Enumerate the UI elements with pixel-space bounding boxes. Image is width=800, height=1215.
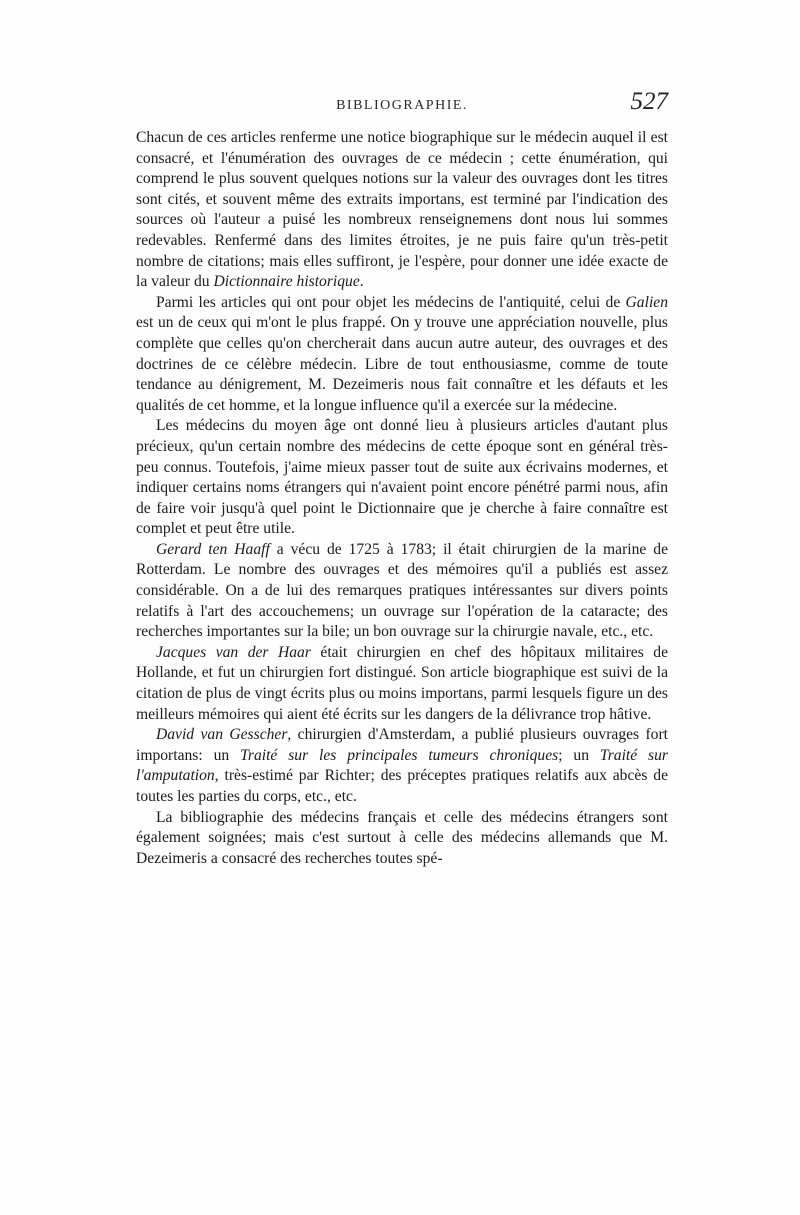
italic-text: Jacques van der Haar bbox=[156, 643, 311, 661]
italic-text: David van Gesscher bbox=[156, 726, 288, 744]
paragraph-text: ; un bbox=[558, 746, 600, 764]
paragraph-text: Chacun de ces articles renferme une notice biographique sur le médecin auquel il est consacré, et l'énumération des ouvrages de ce médecin ; cette énumération, qui comprend le plus souvent quelques notions sur la valeur des ouvrages dont les titres sont cités, et souvent même des extraits importans, est terminé par l'indication des sources où l'auteur a puisé les nombreux renseignemens dont nous lui sommes redevables. Renfermé dans des limites étroites, je ne puis faire qu'un très-petit nombre de citations; mais elles suffiront, je l'espère, pour donner une idée exacte de la valeur du bbox=[136, 129, 668, 291]
paragraph-text: a vécu de 1725 à 1783; il était chirurgien de la marine de Rotterdam. Le nombre des ouvrages et des mémoires qu'il a publiés est assez considérable. On a de lui des remarques pratiques intéressantes sur divers points relatifs à l'art des accouchemens; un ouvrage sur l'opération de la cataracte; des recherches importantes sur la bile; un bon ouvrage sur la chirurgie navale, etc., etc. bbox=[136, 540, 669, 641]
paragraph-text: Parmi les articles qui ont pour objet les médecins de l'antiquité, celui de bbox=[156, 293, 626, 311]
italic-text: Gerard ten Haaff bbox=[156, 540, 270, 558]
paragraph bbox=[136, 725, 668, 807]
italic-text: Traité sur les principales tumeurs chroniques bbox=[240, 746, 559, 764]
paragraph bbox=[136, 808, 668, 870]
paragraph-text: Les médecins du moyen âge ont donné lieu à plusieurs articles d'autant plus précieux, qu'un certain nombre des médecins de cette époque sont en général très-peu connus. Toutefois, j'aime mieux passer tout de suite aux écrivains modernes, et indiquer certains noms étrangers qui n'avaient point encore pénétré parmi nous, afin de faire voir jusqu'à quel point le Dictionnaire que je cherche à faire connaître est complet et peut être utile. bbox=[136, 417, 668, 538]
paragraph-text: est un de ceux qui m'ont le plus frappé. On y trouve une appréciation nouvelle, plus complète que celles qu'on chercherait dans aucun autre auteur, des ouvrages et des doctrines de ce célèbre médecin. Libre de tout enthousiasme, comme de toute tendance au dénigrement, M. Dezeimeris nous fait connaître et les défauts et les qualités de cet homme, et la longue influence qu'il a exercée sur la médecine. bbox=[136, 314, 668, 414]
paragraph bbox=[136, 643, 668, 725]
paragraph-text: La bibliographie des médecins français et celle des médecins étrangers sont également soignées; mais c'est surtout à celle des médecins allemands que M. Dezeimeris a consacré des recherches toutes spé- bbox=[136, 808, 668, 867]
paragraph-text: . bbox=[359, 273, 364, 291]
italic-text: Dictionnaire historique bbox=[213, 273, 360, 291]
running-head: BIBLIOGRAPHIE. bbox=[336, 98, 468, 113]
paragraph-text: , chirurgien d'Amsterdam, a publié plusieurs ouvrages fort importans: un bbox=[136, 726, 668, 764]
paragraph bbox=[136, 416, 668, 540]
paragraph bbox=[136, 293, 668, 417]
paragraph bbox=[136, 128, 668, 293]
italic-text: Galien bbox=[625, 293, 668, 311]
page-number: 527 bbox=[630, 88, 668, 115]
page-header bbox=[136, 88, 668, 128]
italic-text: Traité sur l'amputation bbox=[136, 746, 668, 785]
paragraph bbox=[136, 540, 668, 643]
paragraph-text: , très-estimé par Richter; des préceptes pratiques relatifs aux abcès de toutes les parties du corps, etc., etc. bbox=[136, 767, 668, 805]
paragraph-text: était chirurgien en chef des hôpitaux militaires de Hollande, et fut un chirurgien fort distingué. Son article biographique est suivi de la citation de plus de vingt écrits plus ou moins importans, parmi lesquels figure un des meilleurs mémoires qui aient été écrits sur les dangers de la délivrance trop hâtive. bbox=[136, 643, 668, 723]
body-text bbox=[136, 128, 668, 869]
